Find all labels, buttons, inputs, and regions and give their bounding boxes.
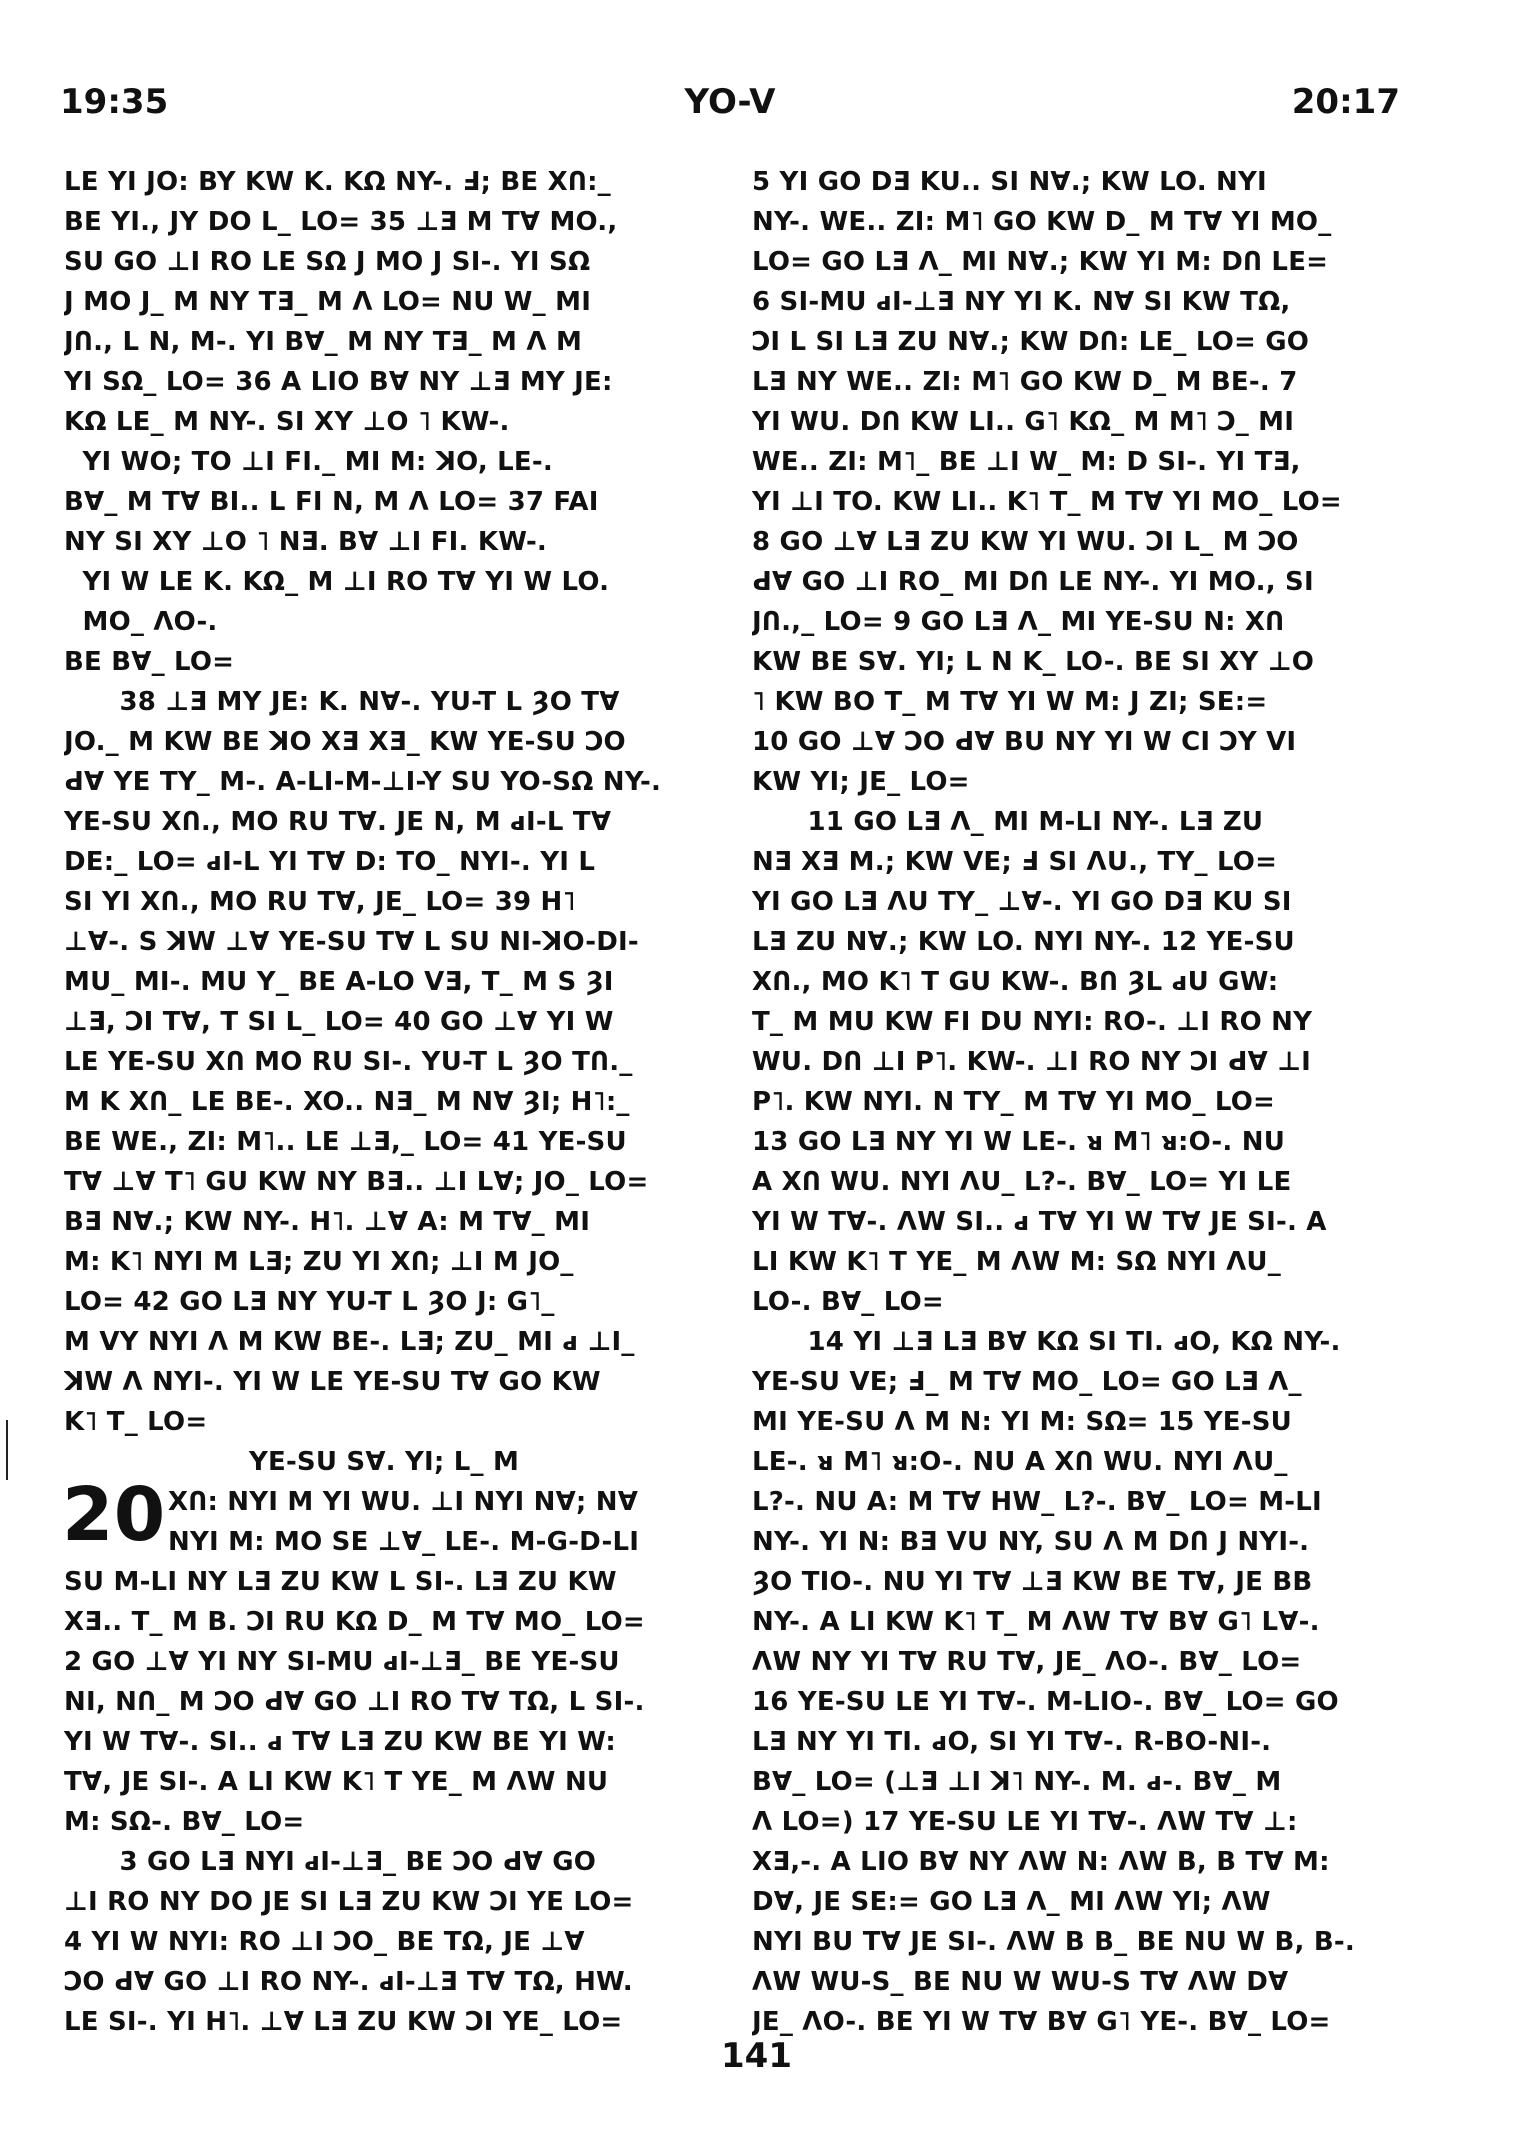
chapter-number: 20 bbox=[62, 1472, 166, 1558]
text-line: Λ LO=) 17 YE-SU LE YI TⱯ-. ΛW TⱯ ⊥: bbox=[752, 1807, 1298, 1837]
left-column bbox=[64, 162, 704, 2042]
text-line: YI W LE K. KΩ_ M ⊥I RO TⱯ YI W LO. bbox=[64, 567, 610, 597]
text-line: SU GO ⊥I RO LE SΩ J MO J SI-. YI SΩ bbox=[64, 247, 591, 277]
text-line: DⱯ, JE SE:= GO LƎ Λ_ MI ΛW YI; ΛW bbox=[752, 1887, 1271, 1917]
text-line: ԀⱯ YE TY_ M-. A-LI-M-⊥I-Y SU YO-SΩ NY-. bbox=[64, 767, 662, 797]
text-line: JՈ., L N, M-. YI BⱯ_ M NY TƎ_ M Λ M bbox=[64, 327, 583, 357]
text-line: M K XՈ_ LE BE-. XO.. NƎ_ M NⱯ ȜI; H˥:_ bbox=[64, 1087, 630, 1117]
text-line: SU M-LI NY LƎ ZU KW L SI-. LƎ ZU KW bbox=[64, 1567, 617, 1597]
text-line: 11 GO LƎ Λ_ MI M-LI NY-. LƎ ZU bbox=[752, 807, 1264, 837]
text-line: KΩ LE_ M NY-. SI XY ⊥O ˥ KW-. bbox=[64, 407, 510, 437]
text-line: XƎ.. T_ M B. ϽI RU KΩ D_ M TⱯ MO_ LO= bbox=[64, 1607, 645, 1637]
text-line: LƎ NY WE.. ZI: M˥ GO KW D_ M BE-. 7 bbox=[752, 367, 1298, 397]
text-line: DE:_ LO= ԁI-L YI TⱯ D: TO_ NYI-. YI L bbox=[64, 847, 596, 877]
text-line: ϽO ԀⱯ GO ⊥I RO NY-. ԁI-⊥Ǝ TⱯ TΩ, HW. bbox=[64, 1967, 633, 1997]
text-line: ⊥Ɐ-. S ꓘW ⊥Ɐ YE-SU TⱯ L SU NI-ꓘO-DI- bbox=[64, 927, 639, 957]
text-line: WE.. ZI: M˥_ BE ⊥I W_ M: D SI-. YI TƎ, bbox=[752, 447, 1301, 477]
text-line: 10 GO ⊥Ɐ ϽO ԀⱯ BU NY YI W CI ϽY VI bbox=[752, 727, 1297, 757]
text-line: T_ M MU KW FI DU NYI: RO-. ⊥I RO NY bbox=[752, 1007, 1313, 1037]
text-line: BE YI., JY DO L_ LO= 35 ⊥Ǝ M TⱯ MO., bbox=[64, 207, 618, 237]
text-line: L?-. NU A: M TⱯ HW_ L?-. BⱯ_ LO= M-LI bbox=[752, 1487, 1322, 1517]
page-header bbox=[60, 82, 1400, 132]
text-line: KW YI; JE_ LO= bbox=[752, 767, 970, 797]
text-line: BƎ NⱯ.; KW NY-. H˥. ⊥Ɐ A: M TⱯ_ MI bbox=[64, 1207, 591, 1237]
text-line: ΛW WU-S_ BE NU W WU-S TⱯ ΛW DⱯ bbox=[752, 1967, 1289, 1997]
text-line: ȜO TIO-. NU YI TⱯ ⊥Ǝ KW BE TⱯ, JE BB bbox=[752, 1567, 1313, 1597]
left-column-text-after bbox=[64, 1562, 704, 2042]
text-line: JO._ M KW BE ꓘO XƎ XƎ_ KW YE-SU ϽO bbox=[64, 727, 626, 757]
text-line: BⱯ_ M TⱯ BI.. L FI N, M Λ LO= 37 FAI bbox=[64, 487, 599, 517]
text-line: M VY NYI Λ M KW BE-. LƎ; ZU_ MI ԁ ⊥I_ bbox=[64, 1327, 635, 1357]
text-line: M: K˥ NYI M LƎ; ZU YI XՈ; ⊥I M JO_ bbox=[64, 1247, 574, 1277]
section-heading: YE-SU SⱯ. YI; L_ M bbox=[248, 1447, 520, 1477]
text-line: ϽI L SI LƎ ZU NⱯ.; KW DՈ: LE_ LO= GO bbox=[752, 327, 1310, 357]
text-line: LI KW K˥ T YE_ M ΛW M: SΩ NYI ΛU_ bbox=[752, 1247, 1281, 1277]
text-line: 16 YE-SU LE YI TⱯ-. M-LIO-. BⱯ_ LO= GO bbox=[752, 1687, 1339, 1717]
text-line: NY-. A LI KW K˥ T_ M ΛW TⱯ BⱯ G˥ LⱯ-. bbox=[752, 1607, 1320, 1637]
text-line: BE WE., ZI: M˥.. LE ⊥Ǝ,_ LO= 41 YE-SU bbox=[64, 1127, 627, 1157]
right-column-text bbox=[752, 162, 1392, 2042]
text-line: XƎ,-. A LIO BⱯ NY ΛW N: ΛW B, B TⱯ M: bbox=[752, 1847, 1330, 1877]
text-line: LO= GO LƎ Λ_ MI NⱯ.; KW YI M: DՈ LE= bbox=[752, 247, 1329, 277]
text-line: NY SI XY ⊥O ˥ NƎ. BⱯ ⊥I FI. KW-. bbox=[64, 527, 548, 557]
text-line: 38 ⊥Ǝ MY JE: K. NⱯ-. YU-T L ȜO TⱯ bbox=[64, 687, 620, 717]
text-line: NI, NՈ_ M ϽO ԀⱯ GO ⊥I RO TⱯ TΩ, L SI-. bbox=[64, 1687, 645, 1717]
chapter-start bbox=[62, 1472, 704, 1562]
text-line: WU. DՈ ⊥I P˥. KW-. ⊥I RO NY ϽI ԀⱯ ⊥I bbox=[752, 1047, 1312, 1077]
right-column bbox=[752, 162, 1392, 2042]
text-line: LO= 42 GO LƎ NY YU-T L ȜO J: G˥_ bbox=[64, 1287, 555, 1317]
text-line: ԀⱯ GO ⊥I RO_ MI DՈ LE NY-. YI MO., SI bbox=[752, 567, 1314, 597]
text-line: NYI BU TⱯ JE SI-. ΛW B B_ BE NU W B, B-. bbox=[752, 1927, 1355, 1957]
text-line: YI W TⱯ-. ΛW SI.. ԁ TⱯ YI W TⱯ JE SI-. A bbox=[752, 1207, 1327, 1237]
text-line: ⊥I RO NY DO JE SI LƎ ZU KW ϽI YE LO= bbox=[64, 1887, 634, 1917]
text-line: TⱯ ⊥Ɐ T˥ GU KW NY BƎ.. ⊥I LⱯ; JO_ LO= bbox=[64, 1167, 649, 1197]
text-line: LE-. ᴚ M˥ ᴚ:O-. NU A XՈ WU. NYI ΛU_ bbox=[752, 1447, 1288, 1477]
left-column-text-before bbox=[64, 162, 704, 1442]
text-line: 6 SI-MU ԁI-⊥Ǝ NY YI K. NⱯ SI KW TΩ, bbox=[752, 287, 1291, 317]
text-line: M: SΩ-. BⱯ_ LO= bbox=[64, 1807, 305, 1837]
text-line: LƎ ZU NⱯ.; KW LO. NYI NY-. 12 YE-SU bbox=[752, 927, 1295, 957]
header-right-reference: 20:17 bbox=[1291, 82, 1400, 122]
page-number: 141 bbox=[721, 2036, 792, 2076]
text-line: LE YE-SU XՈ MO RU SI-. YU-T L ȜO TՈ._ bbox=[64, 1047, 633, 1077]
text-line: 8 GO ⊥Ɐ LƎ ZU KW YI WU. ϽI L_ M ϽO bbox=[752, 527, 1299, 557]
text-line: YI SΩ_ LO= 36 A LIO BⱯ NY ⊥Ǝ MY JE: bbox=[64, 367, 613, 397]
text-line: 13 GO LƎ NY YI W LE-. ᴚ M˥ ᴚ:O-. NU bbox=[752, 1127, 1286, 1157]
text-line: LƎ NY YI TI. ԁO, SI YI TⱯ-. R-BO-NI-. bbox=[752, 1727, 1272, 1757]
text-line: KW BE SⱯ. YI; L N K_ LO-. BE SI XY ⊥O bbox=[752, 647, 1315, 677]
text-line: LE SI-. YI H˥. ⊥Ɐ LƎ ZU KW ϽI YE_ LO= bbox=[64, 2007, 623, 2037]
text-line: NY-. YI N: BƎ VU NY, SU Λ M DՈ J NYI-. bbox=[752, 1527, 1310, 1557]
header-left-reference: 19:35 bbox=[60, 82, 169, 122]
text-line: SI YI XՈ., MO RU TⱯ, JE_ LO= 39 H˥ bbox=[64, 887, 576, 917]
text-line: YI WU. DՈ KW LI.. G˥ KΩ_ M M˥ Ͻ_ MI bbox=[752, 407, 1295, 437]
text-line: NYI M: MO SE ⊥Ɐ_ LE-. M-G-D-LI bbox=[168, 1527, 640, 1557]
text-line: ⊥Ǝ, ϽI TⱯ, T SI L_ LO= 40 GO ⊥Ɐ YI W bbox=[64, 1007, 614, 1037]
text-line: YE-SU XՈ., MO RU TⱯ. JE N, M ԁI-L TⱯ bbox=[64, 807, 612, 837]
text-line: XՈ: NYI M YI WU. ⊥I NYI NⱯ; NⱯ bbox=[168, 1487, 639, 1517]
text-line: XՈ., MO K˥ T GU KW-. BՈ ȜL ԁU GW: bbox=[752, 967, 1279, 997]
text-line: YI WO; TO ⊥I FI._ MI M: ꓘO, LE-. bbox=[64, 447, 553, 477]
text-line: A XՈ WU. NYI ΛU_ L?-. BⱯ_ LO= YI LE bbox=[752, 1167, 1292, 1197]
text-line: P˥. KW NYI. N TY_ M TⱯ YI MO_ LO= bbox=[752, 1087, 1276, 1117]
text-line: K˥ T_ LO= bbox=[64, 1407, 208, 1437]
header-book-title: YO-V bbox=[684, 82, 776, 122]
scan-margin-mark bbox=[6, 1420, 8, 1480]
text-line: 5 YI GO DƎ KU.. SI NⱯ.; KW LO. NYI bbox=[752, 167, 1267, 197]
text-line: 3 GO LƎ NYI ԁI-⊥Ǝ_ BE ϽO ԀⱯ GO bbox=[64, 1847, 597, 1877]
text-line: LO-. BⱯ_ LO= bbox=[752, 1287, 944, 1317]
text-line: YE-SU VE; Ⅎ_ M TⱯ MO_ LO= GO LƎ Λ_ bbox=[752, 1367, 1302, 1397]
text-line: 2 GO ⊥Ɐ YI NY SI-MU ԁI-⊥Ǝ_ BE YE-SU bbox=[64, 1647, 620, 1677]
text-line: ˥ KW BO T_ M TⱯ YI W M: J ZI; SE:= bbox=[752, 687, 1268, 717]
text-line: MI YE-SU Λ M N: YI M: SΩ= 15 YE-SU bbox=[752, 1407, 1292, 1437]
text-line: NƎ XƎ M.; KW VE; Ⅎ SI ΛU., TY_ LO= bbox=[752, 847, 1278, 877]
text-line: NY-. WE.. ZI: M˥ GO KW D_ M TⱯ YI MO_ bbox=[752, 207, 1332, 237]
text-line: JՈ.,_ LO= 9 GO LƎ Λ_ MI YE-SU N: XՈ bbox=[752, 607, 1285, 637]
text-line: MU_ MI-. MU Y_ BE A-LO VƎ, T_ M S ȜI bbox=[64, 967, 614, 997]
text-line: JE_ ΛO-. BE YI W TⱯ BⱯ G˥ YE-. BⱯ_ LO= bbox=[752, 2007, 1331, 2037]
text-line: ꓘW Λ NYI-. YI W LE YE-SU TⱯ GO KW bbox=[64, 1367, 601, 1397]
text-line: J MO J_ M NY TƎ_ M Λ LO= NU W_ MI bbox=[64, 287, 592, 317]
text-line: TⱯ, JE SI-. A LI KW K˥ T YE_ M ΛW NU bbox=[64, 1767, 609, 1797]
text-line: YI W TⱯ-. SI.. ԁ TⱯ LƎ ZU KW BE YI W: bbox=[64, 1727, 616, 1757]
text-line: YI ⊥I TO. KW LI.. K˥ T_ M TⱯ YI MO_ LO= bbox=[752, 487, 1342, 517]
text-line: YI GO LƎ ΛU TY_ ⊥Ɐ-. YI GO DƎ KU SI bbox=[752, 887, 1292, 917]
text-line: BE BⱯ_ LO= bbox=[64, 647, 235, 677]
text-line: ΛW NY YI TⱯ RU TⱯ, JE_ ΛO-. BⱯ_ LO= bbox=[752, 1647, 1302, 1677]
text-line: 4 YI W NYI: RO ⊥I ϽO_ BE TΩ, JE ⊥Ɐ bbox=[64, 1927, 585, 1957]
text-line: BⱯ_ LO= (⊥Ǝ ⊥I ꓘ˥ NY-. M. ԁ-. BⱯ_ M bbox=[752, 1767, 1282, 1797]
text-line: LE YI JO: BY KW K. KΩ NY-. Ⅎ; BE XՈ:_ bbox=[64, 167, 611, 197]
text-line: 14 YI ⊥Ǝ LƎ BⱯ KΩ SI TI. ԁO, KΩ NY-. bbox=[752, 1327, 1341, 1357]
text-line: MO_ ΛO-. bbox=[64, 607, 218, 637]
